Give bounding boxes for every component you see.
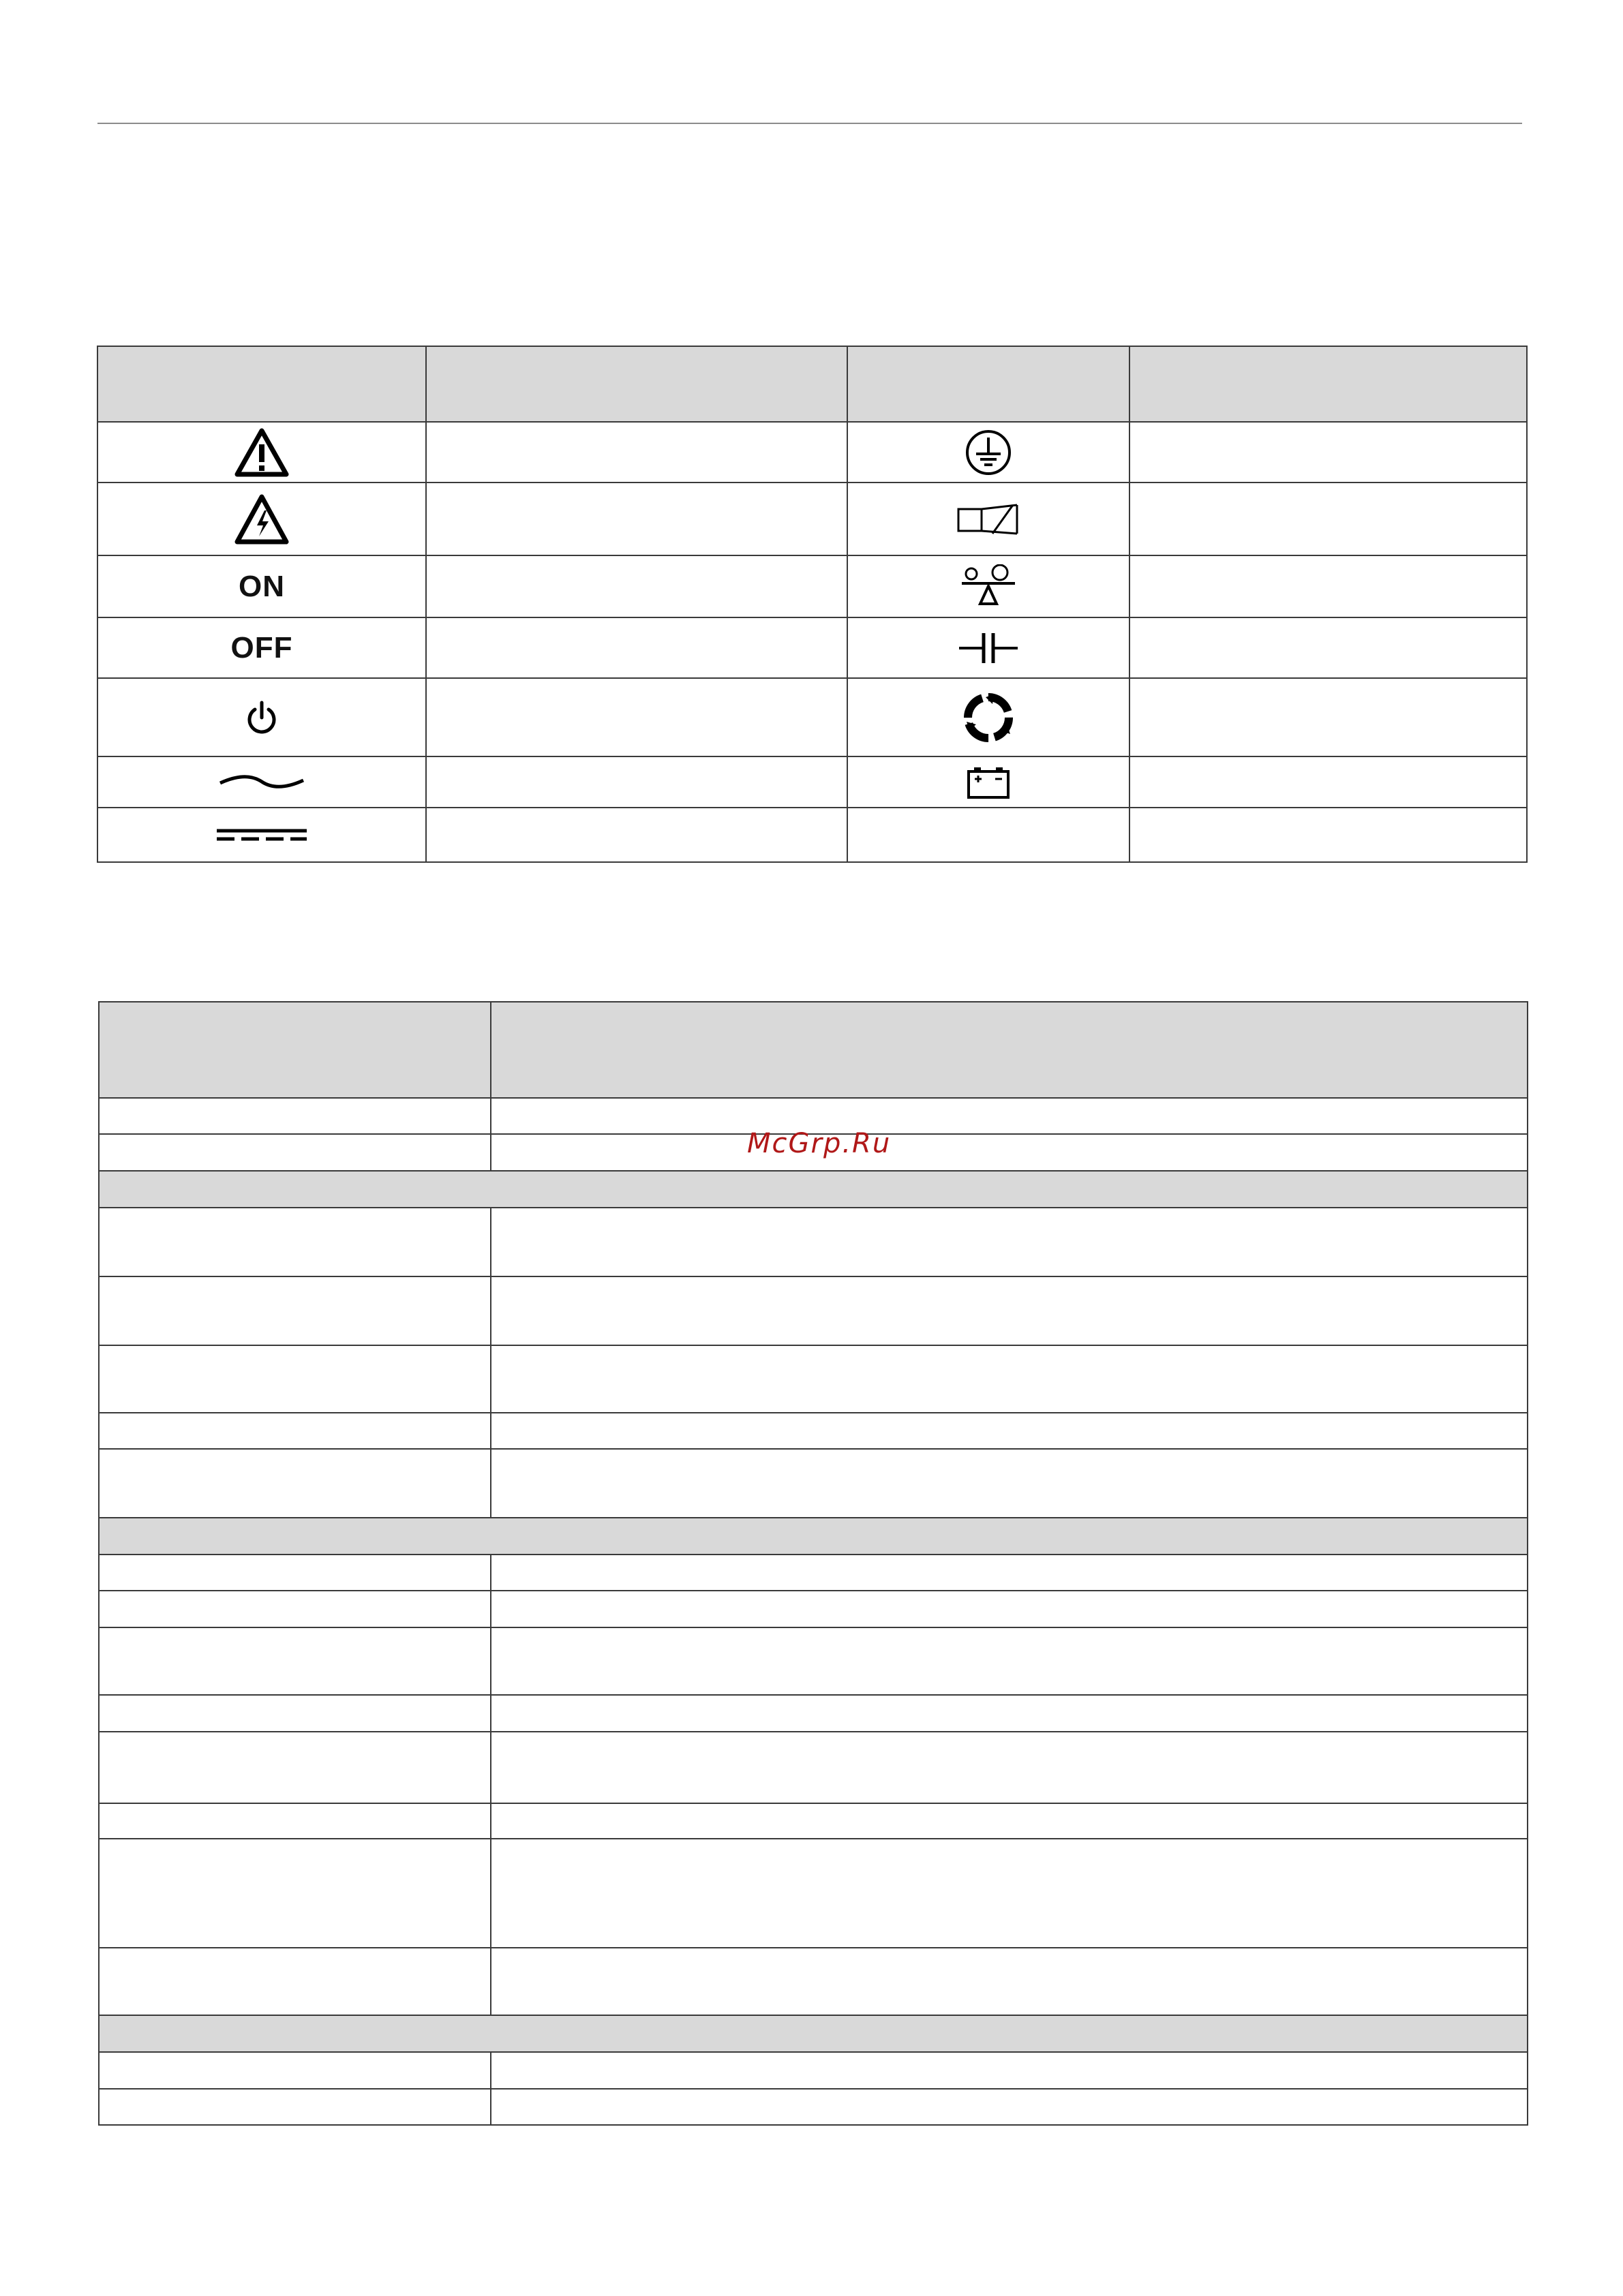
description-cell (1129, 808, 1527, 862)
description-cell (426, 808, 847, 862)
capacitor-icon (958, 629, 1019, 667)
table-row (99, 1627, 1528, 1695)
header-cell (99, 1002, 491, 1098)
description-cell (1129, 483, 1527, 555)
header-cell (491, 1002, 1528, 1098)
symbol-cell (847, 555, 1129, 617)
symbol-cell (97, 617, 426, 678)
symbol-cell (97, 422, 426, 483)
table-row (99, 1591, 1528, 1627)
table-row (99, 1555, 1528, 1591)
symbol-cell (847, 678, 1129, 756)
description-cell (426, 555, 847, 617)
header-cell (1129, 346, 1527, 422)
symbol-cell (847, 483, 1129, 555)
table-row (99, 1276, 1528, 1345)
table-row (97, 808, 1527, 862)
table-row (99, 1839, 1528, 1948)
table-row (97, 756, 1527, 808)
table-row (99, 1803, 1528, 1839)
symbol-cell (847, 808, 1129, 862)
table-row (99, 1449, 1528, 1518)
recycle-icon (962, 692, 1014, 744)
symbol-cell (97, 678, 426, 756)
specifications-table (98, 1001, 1528, 2126)
description-cell (1129, 555, 1527, 617)
protective-earth-icon (964, 428, 1013, 477)
table-row (97, 483, 1527, 555)
alternating-current-icon (217, 772, 306, 793)
section-band (99, 1171, 1528, 1208)
table-row (99, 1695, 1528, 1732)
table-row (99, 1948, 1528, 2015)
equipotentiality-icon (958, 564, 1019, 609)
battery-icon (965, 765, 1012, 800)
header-cell (97, 346, 426, 422)
symbol-cell (97, 756, 426, 808)
description-cell (426, 617, 847, 678)
table-row (99, 1732, 1528, 1803)
description-cell (1129, 678, 1527, 756)
header-cell (426, 346, 847, 422)
table-header-row (99, 1002, 1528, 1098)
watermark: McGrp.Ru (747, 1128, 892, 1159)
table-row (99, 2052, 1528, 2089)
warning-triangle-icon (234, 428, 289, 477)
description-cell (1129, 422, 1527, 483)
symbol-cell (97, 808, 426, 862)
description-cell (1129, 756, 1527, 808)
direct-current-icon (214, 826, 309, 844)
symbol-cell (97, 483, 426, 555)
table-row (99, 1345, 1528, 1413)
table-row (97, 678, 1527, 756)
table-header-row (97, 346, 1527, 422)
power-standby-icon (245, 699, 279, 737)
symbol-cell (847, 617, 1129, 678)
symbol-cell (847, 756, 1129, 808)
on-text-icon: ON (239, 569, 285, 603)
table-row (97, 422, 1527, 483)
table-row (99, 1208, 1528, 1276)
description-cell (1129, 617, 1527, 678)
header-rule (97, 123, 1522, 124)
high-voltage-icon (234, 494, 289, 545)
header-cell (847, 346, 1129, 422)
description-cell (426, 756, 847, 808)
table-row (97, 617, 1527, 678)
safety-symbols-table (97, 346, 1528, 863)
symbol-cell (847, 422, 1129, 483)
section-band (99, 2015, 1528, 2052)
not-for-outdoor-use-icon (956, 502, 1021, 536)
description-cell (426, 483, 847, 555)
section-band (99, 1518, 1528, 1555)
description-cell (426, 422, 847, 483)
table-row (99, 2089, 1528, 2125)
table-row (97, 555, 1527, 617)
off-text-icon: OFF (230, 630, 293, 664)
symbol-cell (97, 555, 426, 617)
table-row (99, 1413, 1528, 1449)
description-cell (426, 678, 847, 756)
